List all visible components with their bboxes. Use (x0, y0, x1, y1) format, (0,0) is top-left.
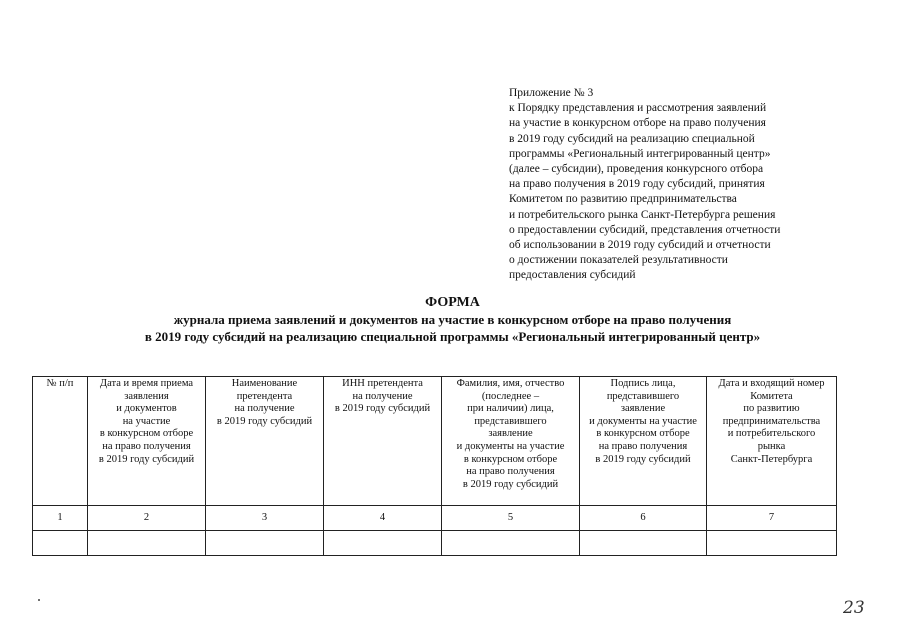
header-cell-full-name: Фамилия, имя, отчество (последнее – при наличии) лица, представившего заявление и документы на участие в конкурсном отборе на право получения в 2019 году субсидий (442, 377, 580, 506)
header-cell-committee-number: Дата и входящий номер Комитета по развитию предпринимательства и потребительского рынка Санкт-Петербурга (707, 377, 837, 506)
scan-speck (38, 599, 40, 601)
column-number: 1 (33, 506, 88, 531)
page-number: 23 (843, 598, 865, 618)
column-number: 5 (442, 506, 580, 531)
table-row (33, 531, 837, 556)
empty-cell (442, 531, 580, 556)
empty-cell (88, 531, 206, 556)
empty-cell (206, 531, 324, 556)
form-title: ФОРМА (425, 295, 480, 310)
column-number: 2 (88, 506, 206, 531)
empty-cell (324, 531, 442, 556)
column-number: 4 (324, 506, 442, 531)
empty-cell (580, 531, 707, 556)
header-cell-signature: Подпись лица, представившего заявление и документы на участие в конкурсном отборе на право получения в 2019 году субсидий (580, 377, 707, 506)
form-subtitle: журнала приема заявлений и документов на участие в конкурсном отборе на право получения в 2019 году субсидий на реализацию специальной программы «Региональный интегрированный центр» (144, 312, 761, 344)
empty-cell (33, 531, 88, 556)
column-number: 7 (707, 506, 837, 531)
empty-cell (707, 531, 837, 556)
column-number: 3 (206, 506, 324, 531)
header-cell-date-time: Дата и время приема заявления и документов на участие в конкурсном отборе на право получения в 2019 году субсидий (88, 377, 206, 506)
journal-table (32, 376, 837, 556)
table-header-row (33, 377, 837, 506)
table-number-row (33, 506, 837, 531)
header-cell-inn: ИНН претендента на получение в 2019 году субсидий (324, 377, 442, 506)
form-title-block (0, 295, 905, 345)
header-cell-number: № п/п (33, 377, 88, 506)
appendix-note: Приложение № 3 к Порядку представления и рассмотрения заявлений на участие в конкурсном отборе на право получения в 2019 году субсидий на реализацию специальной программы «Региональный интегрированный центр» (далее – субсидии), проведения конкурсного отбора на право получения в 2019 году субсидий, принятия Комитетом по развитию предпринимательства и потребительского рынка Санкт-Петербурга решения о предоставлении субсидий, представления отчетности об использовании в 2019 году субсидий и отчетности о достижении показателей результативности предоставления субсидий (509, 87, 781, 282)
column-number: 6 (580, 506, 707, 531)
header-cell-applicant-name: Наименование претендента на получение в 2019 году субсидий (206, 377, 324, 506)
